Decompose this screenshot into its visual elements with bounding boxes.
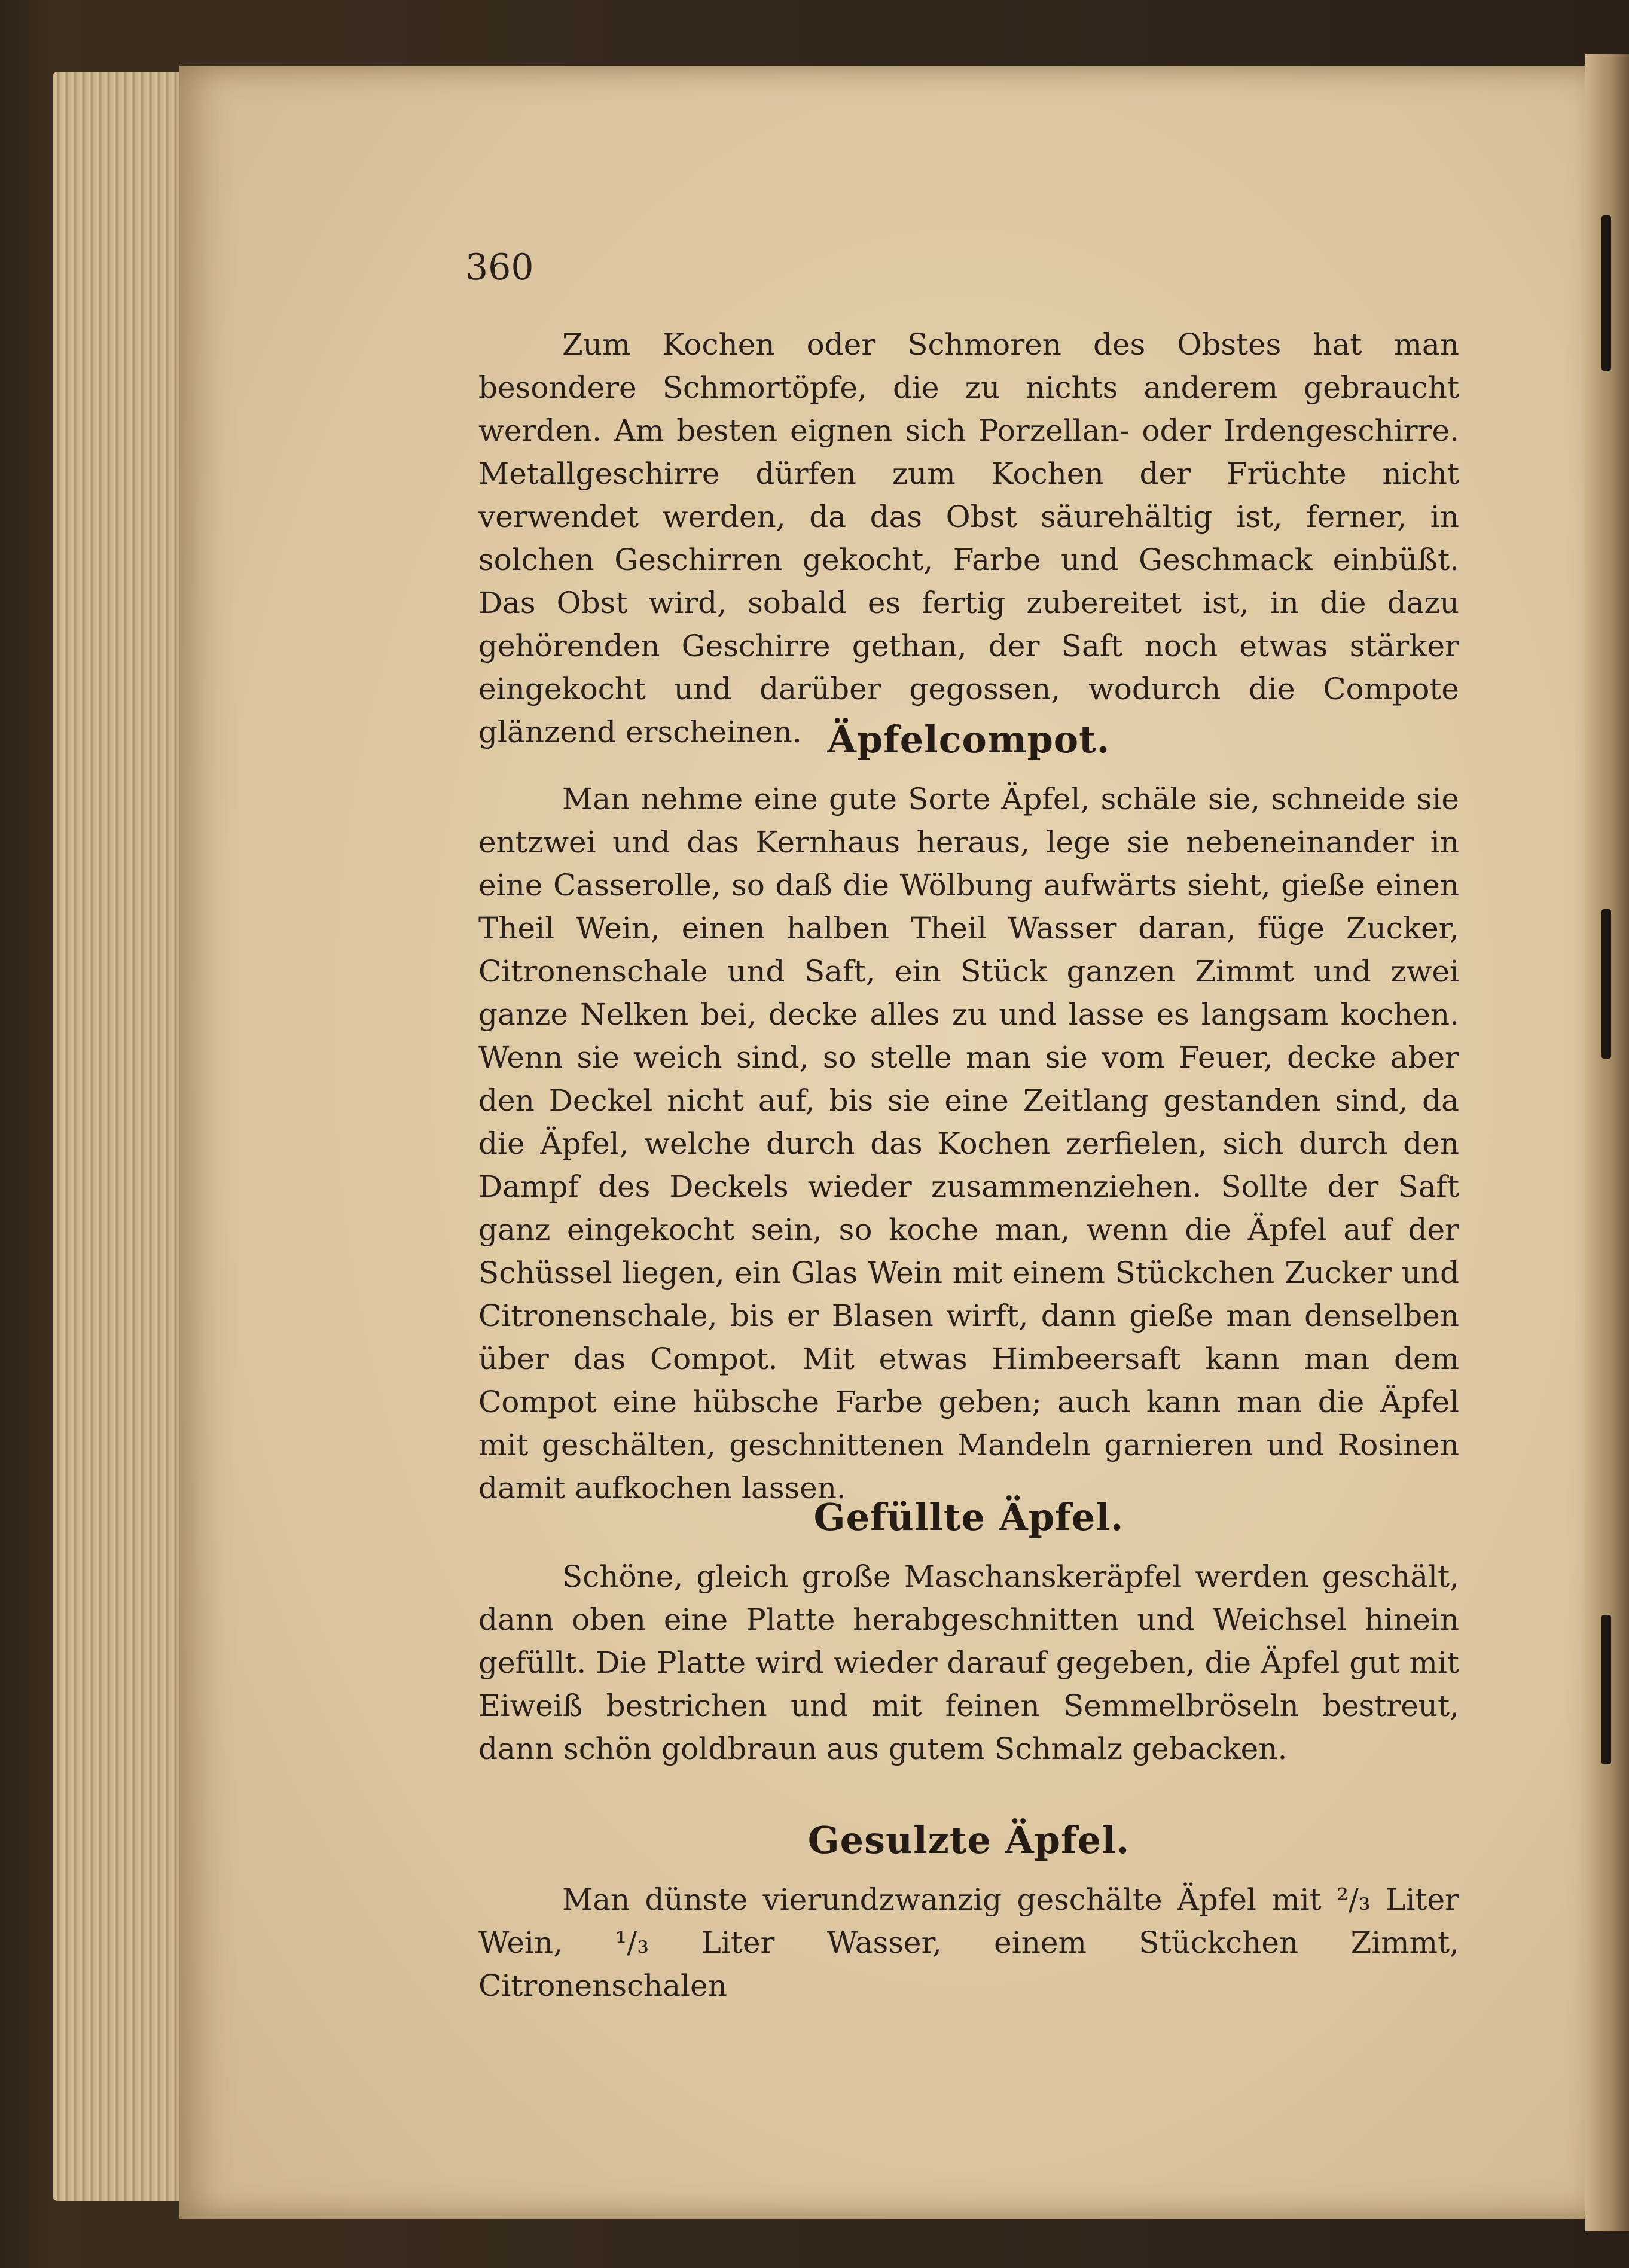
section-heading-gefuellte-aepfel: Gefüllte Äpfel. <box>813 1495 1124 1539</box>
section-heading-gesulzte-aepfel: Gesulzte Äpfel. <box>807 1818 1130 1862</box>
intro-paragraph: Zum Kochen oder Schmoren des Obstes hat man besondere Schmortöpfe, die zu nichts anderem gebraucht werden. Am besten eignen sich Porzellan- oder Irdengeschirre. Metallgeschirre dürfen zum Kochen der Früchte nicht verwendet werden, da das Obst säurehältig ist, ferner, in solchen Geschirren gekocht, Farbe und Geschmack einbüßt. Das Obst wird, sobald es fertig zubereitet ist, in die dazu gehörenden Geschirre gethan, der Saft noch etwas stärker eingekocht und darüber gegossen, wodurch die Compote glänzend erscheinen. <box>478 327 1459 749</box>
gefuellte-aepfel-paragraph: Schöne, gleich große Maschanskeräpfel werden geschält, dann oben eine Platte herabgeschnitten und Weichsel hinein gefüllt. Die Platte wird wieder darauf gegeben, die Äpfel gut mit Eiweiß bestrichen und mit feinen Semmelbröseln bestreut, dann schön goldbraun aus gutem Schmalz gebacken. <box>478 1559 1459 1766</box>
gesulzte-aepfel-paragraph: Man dünste vierundzwanzig geschälte Äpfel mit ²/₃ Liter Wein, ¹/₃ Liter Wasser, einem Stückchen Zimmt, Citronenschalen <box>478 1882 1459 2003</box>
binding-clasp <box>1601 215 1611 371</box>
page-number: 360 <box>465 246 534 288</box>
binding-clasp <box>1601 1615 1611 1764</box>
section-heading-apfelcompot: Äpfelcompot. <box>827 718 1111 761</box>
binding-clasp <box>1601 909 1611 1059</box>
apfelcompot-paragraph: Man nehme eine gute Sorte Äpfel, schäle sie, schneide sie entzwei und das Kernhaus heraus, lege sie nebeneinander in eine Casserolle, so daß die Wölbung aufwärts sieht, gieße einen Theil Wein, einen halben Theil Wasser daran, füge Zucker, Citronenschale und Saft, ein Stück ganzen Zimmt und zwei ganze Nelken bei, decke alles zu und lasse es langsam kochen. Wenn sie weich sind, so stelle man sie vom Feuer, decke aber den Deckel nicht auf, bis sie eine Zeitlang gestanden sind, da die Äpfel, welche durch das Kochen zerfielen, sich durch den Dampf des Deckels wieder zusammenziehen. Sollte der Saft ganz eingekocht sein, so koche man, wenn die Äpfel auf der Schüssel liegen, ein Glas Wein mit einem Stückchen Zucker und Citronenschale, bis er Blasen wirft, dann gieße man denselben über das Compot. Mit etwas Himbeersaft kann man dem Compot eine hübsche Farbe geben; auch kann man die Äpfel mit geschälten, geschnittenen Mandeln garnieren und Rosinen damit aufkochen lassen. <box>478 782 1459 1505</box>
book-gutter <box>1585 54 1629 2231</box>
